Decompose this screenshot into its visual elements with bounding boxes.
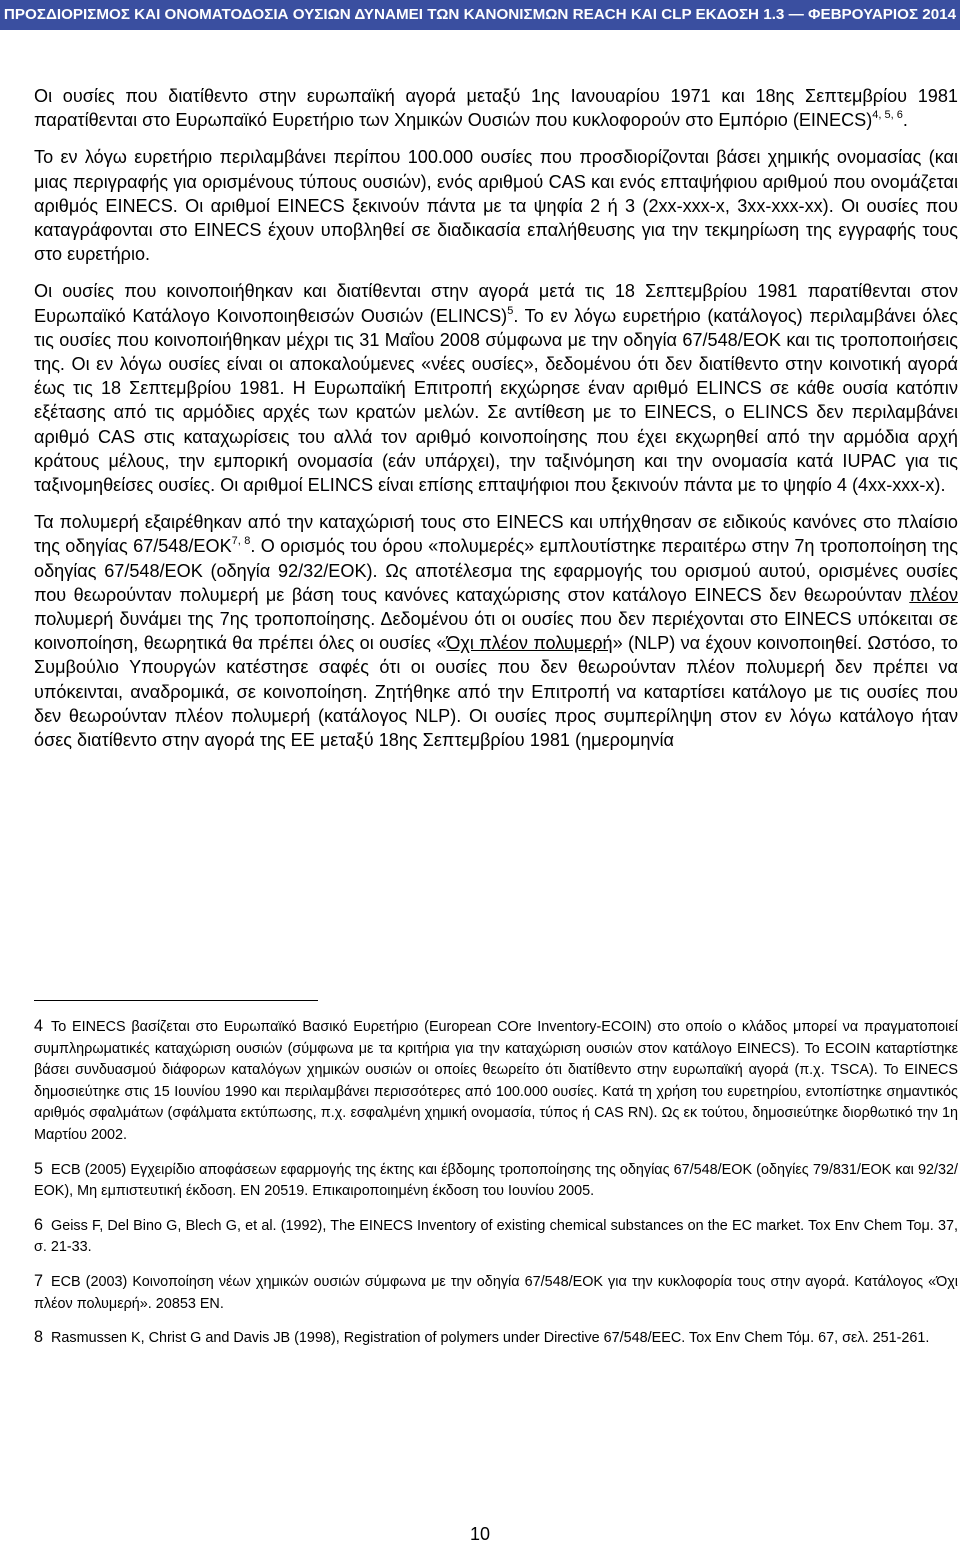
paragraph-einecs-intro: Οι ουσίες που διατίθεντο στην ευρωπαϊκή αγορά μεταξύ 1ης Ιανουαρίου 1971 και 18ης Σεπτεμβρίου 1981 παρατίθενται στο Ευρωπαϊκό Ευρετήριο των Χημικών Ουσιών που κυκλοφορούν στο Εμπόριο (EINECS)$^{4, 5, 6}$. xyxy=(34,86,958,131)
footnote-number: 6 xyxy=(34,1215,44,1234)
footnotes xyxy=(34,1016,958,1350)
paragraph-elincs: Οι ουσίες που κοινοποιήθηκαν και διατίθενται στην αγορά μετά τις 18 Σεπτεμβρίου 1981 παρατίθενται στον Ευρωπαϊκό Κατάλογο Κοινοποιηθεισών Ουσιών (ELINCS)$^5$. Το εν λόγω ευρετήριο (κατάλογος) περιλαμβάνει όλες τις ουσίες που κοινοποιήθηκαν μέχρι τις 31 Μαΐου 2008 σύμφωνα με την οδηγία 67/548/ΕΟΚ και τις τροποποιήσεις της. Οι εν λόγω ουσίες είναι οι αποκαλούμενες «νέες ουσίες», δεδομένου ότι δεν διατίθεντο στην κοινοτική αγορά έως τις 18 Σεπτεμβρίου 1981. Η Ευρωπαϊκή Επιτροπή εκχώρησε έναν αριθμό ELINCS σε κάθε ουσία κατόπιν εξέτασης από τις αρμόδιες αρχές των κρατών μελών. Σε αντίθεση με το EINECS, ο ELINCS δεν περιλαμβάνει αριθμό CAS στις καταχωρίσεις του αλλά τον αριθμό κοινοποίησης που έχει εκχωρηθεί από την αρμόδια αρχή κράτους μέλους, την εμπορική ονομασία (εάν υπάρχει), την ταξινόμηση και την ονομασία κατά IUPAC για τις ταξινομηθείσες ουσίες. Οι αριθμοί ELINCS είναι επίσης επταψήφιοι που ξεκινούν πάντα με το ψηφίο 4 (4xx-xxx-x). xyxy=(34,281,958,496)
footnote-ref[interactable]: 5 xyxy=(507,304,514,317)
footnote-number: 4 xyxy=(34,1017,44,1035)
paragraph-einecs-details: Το εν λόγω ευρετήριο περιλαμβάνει περίπου 100.000 ουσίες που προσδιορίζονται βάσει χημικής ονομασίας (και μιας περιγραφής για ορισμένους τύπους ουσιών), ενός αριθμού CAS και ενός επταψήφιου αριθμού που ονομάζεται αριθμός EINECS. Οι αριθμοί EINECS ξεκινούν πάντα με τα ψηφία 2 ή 3 (2xx-xxx-x, 3xx-xxx-xx). Οι ουσίες που καταγράφονται στο EINECS έχουν υποβληθεί σε διαδικασία επαλήθευσης για την τεκμηρίωση της εγγραφής τους στο ευρετήριο. xyxy=(34,147,958,265)
footnote-ref[interactable]: 4, 5, 6 xyxy=(872,109,903,122)
paragraph-polymers: Τα πολυμερή εξαιρέθηκαν από την καταχώρισή τους στο EINECS και υπήχθησαν σε ειδικούς κανόνες στο πλαίσιο της οδηγίας 67/548/ΕΟΚ$^{7, 8}$. Ο ορισμός του όρου «πολυμερές» εμπλουτίστηκε περαιτέρω στην 7η τροποποίηση της οδηγίας 67/548/ΕΟΚ (οδηγία 92/32/ΕΟΚ). Ως αποτέλεσμα της εφαρμογής του ορισμού αυτού, ορισμένες ουσίες που θεωρούνταν πολυμερή με βάση τους κανόνες καταχώρισης στον κατάλογο EINECS δεν θεωρούνταν πλέον πολυμερή δυνάμει της 7ης τροποποίησης. Δεδομένου ότι οι ουσίες που δεν περιέχονται στο EINECS υπόκειται σε κοινοποίηση, θεωρητικά θα πρέπει όλες οι ουσίες «Όχι πλέον πολυμερή» (NLP) να έχουν κοινοποιηθεί. Ωστόσο, το Συμβούλιο Υπουργών κατέστησε σαφές ότι οι ουσίες που δεν θεωρούνταν πλέον πολυμερή δεν πρέπει να υπόκεινται, αναδρομικά, σε κοινοποίηση. Ζητήθηκε από την Επιτροπή να καταρτίσει κατάλογο με τις ουσίες που δεν θεωρούνταν πλέον πολυμερή (κατάλογος NLP). Οι ουσίες προς συμπερίληψη στον εν λόγω κατάλογο ήταν όσες διατίθεντο στην αγορά της ΕΕ μεταξύ 18ης Σεπτεμβρίου 1981 (ημερομηνία xyxy=(34,512,958,751)
footnote-8: 8 Rasmussen K, Christ G and Davis JB (1998), Registration of polymers under Directive 67/548/EEC. Tox Env Chem Τόμ. 67, σελ. 251-261. xyxy=(34,1328,930,1347)
running-header xyxy=(0,0,960,30)
page-number: 10 xyxy=(469,1524,491,1544)
footnote-4: 4 Το EINECS βασίζεται στο Ευρωπαϊκό Βασικό Ευρετήριο (European COre Inventory-ECOIN) στο οποίο ο κλάδος μπορεί να πραγματοποιεί συμπληρωματικές καταχώριση ουσιών (σύμφωνα με τα κριτήρια για την καταχώριση ουσιών στον κατάλογο EINECS). Το ECOIN καταρτίστηκε βάσει συνδυασμού διάφορων καταλόγων χημικών ουσιών οι οποίες θεωρείτο ότι διατίθεντο στην ευρωπαϊκή αγορά (π.χ. TSCA). Το EINECS δημοσιεύτηκε στις 15 Ιουνίου 1990 και περιλαμβάνει περισσότερες από 100.000 ουσίες. Κατά τη χρήση του ευρετηρίου, εντοπίστηκε σημαντικός αριθμός σφαλμάτων (σφάλματα εκτύπωσης, π.χ. εσφαλμένη χημική ονομασία, τύπος ή CAS RN). Ως εκ τούτου, δημοσιεύτηκε διορθωτικό την 1η Μαρτίου 2002. xyxy=(34,1017,958,1143)
footnote-6: 6 Geiss F, Del Bino G, Blech G, et al. (1992), The EINECS Inventory of existing chemical substances on the EC market. Tox Env Chem Τομ. 37, σ. 21-33. xyxy=(34,1215,958,1256)
footnote-7: 7 ECB (2003) Κοινοποίηση νέων χημικών ουσιών σύμφωνα με την οδηγία 67/548/ΕΟΚ για την κυκλοφορία τους στην αγορά. Κατάλογος «Όχι πλέον πολυμερή». 20853 ΕΝ. xyxy=(34,1271,958,1312)
underlined-term: Όχι πλέον πολυμερή xyxy=(446,633,613,654)
footnote-separator xyxy=(34,1000,318,1001)
header-title: ΠΡΟΣΔΙΟΡΙΣΜΟΣ ΚΑΙ ΟΝΟΜΑΤΟΔΟΣΙΑ ΟΥΣΙΩΝ ΔΥΝΑΜΕΙ ΤΩΝ ΚΑΝΟΝΙΣΜΩΝ REACH ΚΑΙ CLP ΕΚΔΟΣΗ 1.3 — ΦΕΒΡΟΥΑΡΙΟΣ 2014 xyxy=(3,6,957,23)
body-text xyxy=(34,84,958,752)
footnote-5: 5 ECB (2005) Εγχειρίδιο αποφάσεων εφαρμογής της έκτης και έβδομης τροποποίησης της οδηγίας 67/548/ΕΟΚ (οδηγίες 79/831/ΕΟΚ και 92/32/ΕΟΚ), Μη εμπιστευτική έκδοση. ΕΝ 20519. Επικαιροποιημένη έκδοση του Ιουνίου 2005. xyxy=(34,1159,958,1200)
underlined-term: πλέον xyxy=(909,584,958,605)
footnote-number: 7 xyxy=(34,1271,44,1290)
footnote-ref[interactable]: 7, 8 xyxy=(231,535,251,548)
footnote-number: 5 xyxy=(34,1159,44,1178)
footnote-number: 8 xyxy=(34,1328,44,1347)
